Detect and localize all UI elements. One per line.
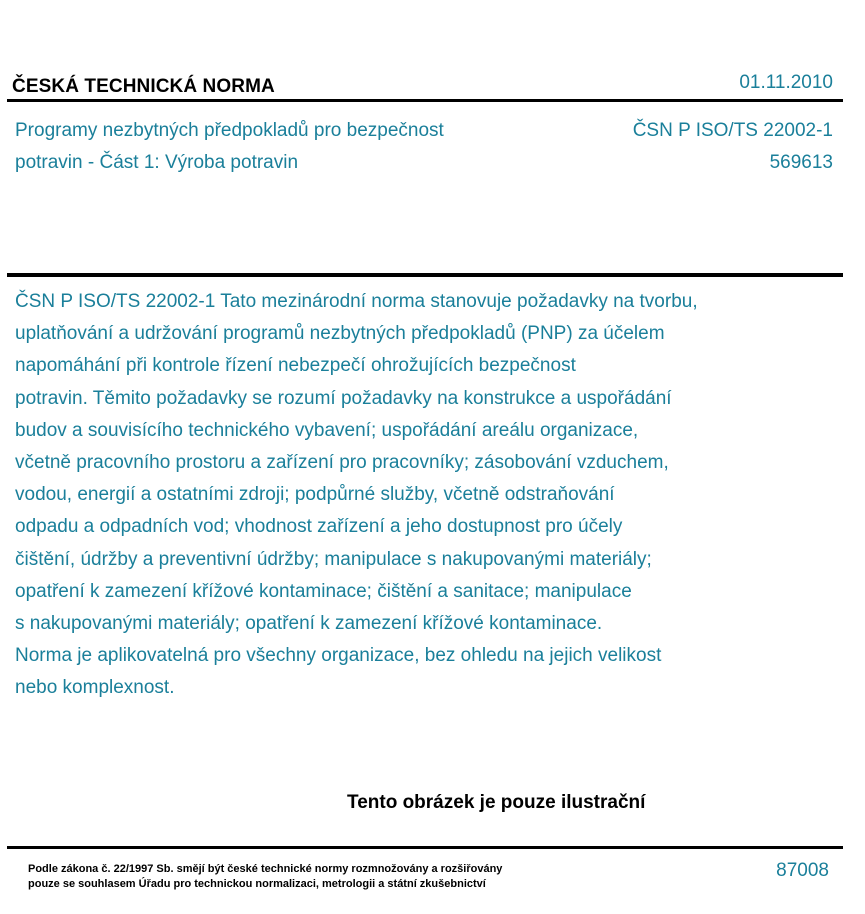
abstract-line: budov a souvisícího technického vybavení; uspořádání areálu organizace, [15, 419, 639, 441]
top-divider [7, 99, 843, 102]
legal-notice [28, 862, 502, 892]
catalog-number: 569613 [769, 152, 833, 173]
document-title-line: Programy nezbytných předpokladů pro bezpečnost [15, 120, 444, 141]
document-meta [633, 115, 833, 179]
abstract-line: čištění, údržby a preventivní údržby; manipulace s nakupovanými materiály; [15, 548, 652, 570]
abstract-line: odpadu a odpadních vod; vhodnost zařízení a jeho dostupnost pro účely [15, 516, 623, 538]
standard-header-title: ČESKÁ TECHNICKÁ NORMA [12, 76, 275, 97]
bottom-divider [7, 846, 843, 849]
legal-notice-line: Podle zákona č. 22/1997 Sb. smějí být české technické normy rozmnožovány a rozšiřovány [28, 863, 503, 875]
standard-designation: ČSN P ISO/TS 22002-1 [632, 120, 833, 141]
publication-date: 01.11.2010 [739, 72, 833, 93]
abstract-line: včetně pracovního prostoru a zařízení pro pracovníky; zásobování vzduchem, [15, 452, 669, 474]
abstract-line: potravin. Těmito požadavky se rozumí požadavky na konstrukce a uspořádání [15, 387, 672, 409]
middle-divider [7, 273, 843, 277]
document-title [15, 115, 555, 179]
footer-code: 87008 [776, 860, 829, 881]
abstract-line: uplatňování a udržování programů nezbytných předpokladů (PNP) za účelem [15, 323, 665, 345]
abstract-line: nebo komplexnost. [15, 677, 175, 699]
abstract-line: vodou, energií a ostatními zdroji; podpůrné služby, včetně odstraňování [15, 484, 615, 506]
abstract-line: s nakupovanými materiály; opatření k zamezení křížové kontaminace. [15, 613, 603, 635]
document-title-line: potravin - Část 1: Výroba potravin [15, 152, 299, 173]
abstract-line: napomáhání při kontrole řízení nebezpečí ohrožujících bezpečnost [15, 355, 576, 377]
legal-notice-line: pouze se souhlasem Úřadu pro technickou normalizaci, metrologii a státní zkušebnictví [28, 878, 486, 890]
abstract-line: opatření k zamezení křížové kontaminace; čištění a sanitace; manipulace [15, 580, 632, 602]
illustration-notice: Tento obrázek je pouze ilustrační [347, 792, 646, 813]
abstract-line: Norma je aplikovatelná pro všechny organizace, bez ohledu na jejich velikost [15, 645, 662, 667]
abstract-line: ČSN P ISO/TS 22002-1 Tato mezinárodní norma stanovuje požadavky na tvorbu, [15, 291, 698, 312]
abstract-text [15, 286, 815, 705]
